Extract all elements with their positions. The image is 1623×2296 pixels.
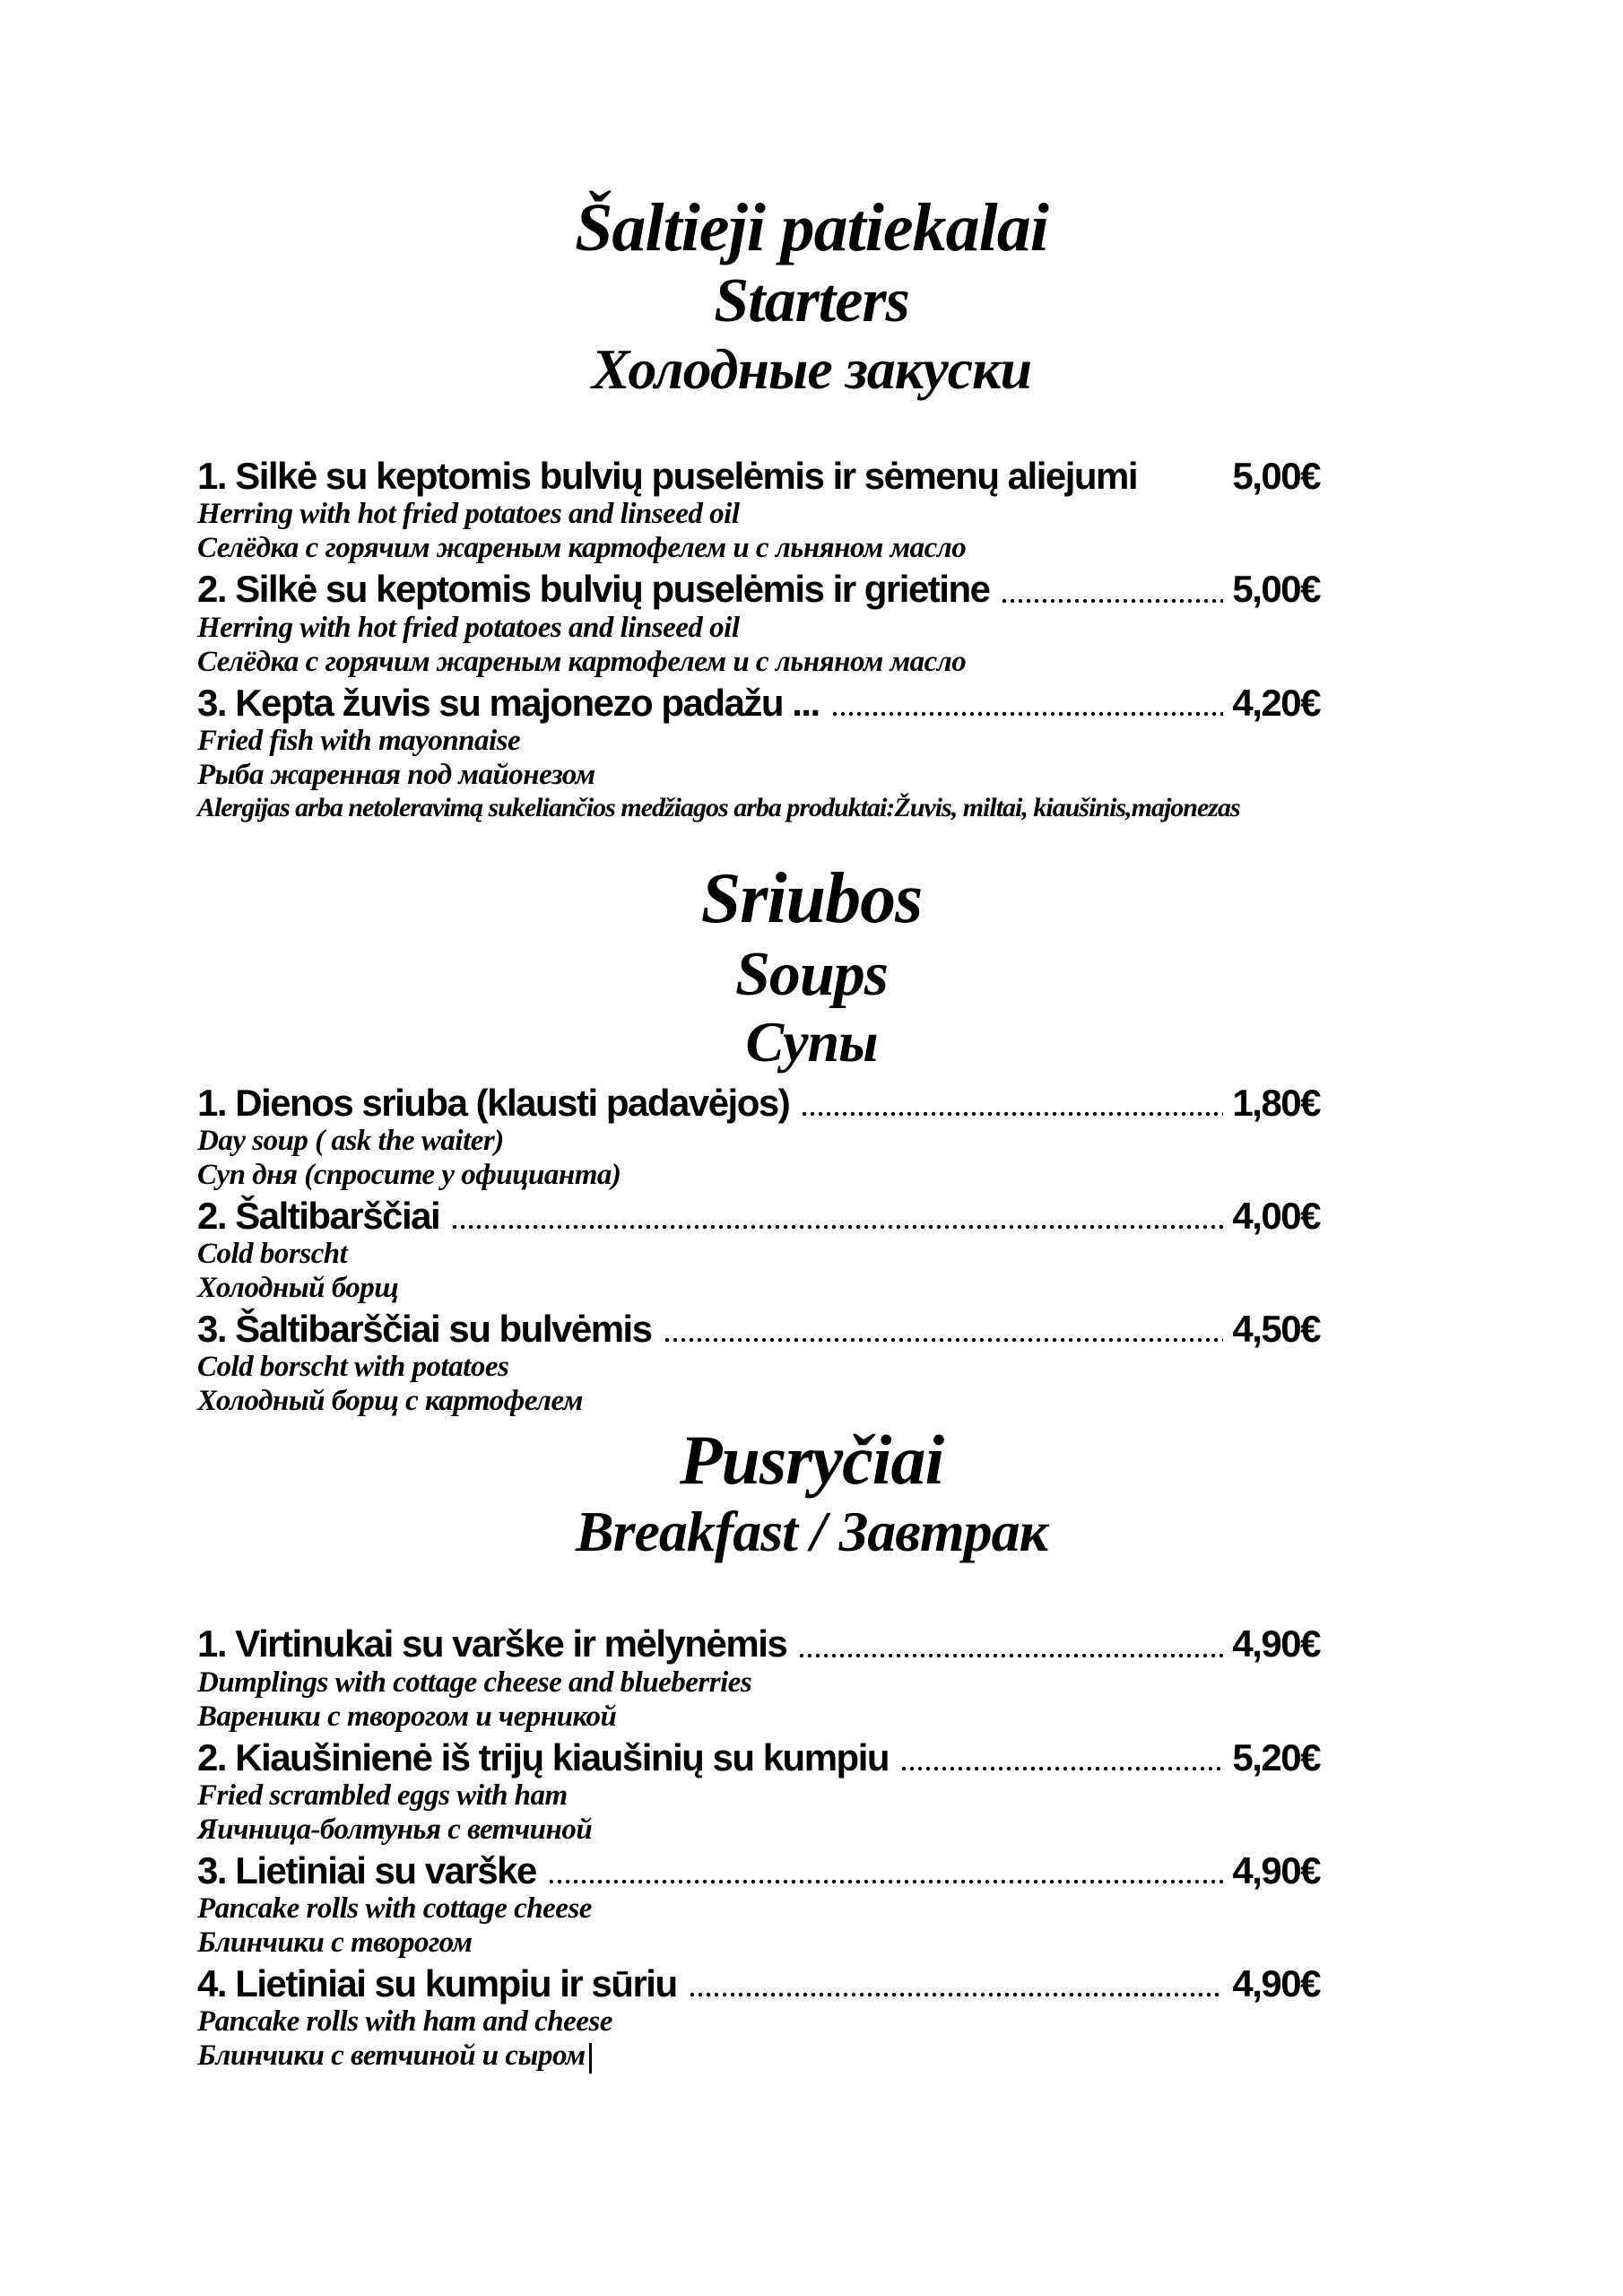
section-title-ru: Холодные закуски bbox=[591, 336, 1032, 401]
item-name: 3. Kepta žuvis su majonezo padažu ... bbox=[197, 681, 820, 724]
menu-item-row bbox=[197, 1736, 1320, 1779]
menu-item-row bbox=[197, 568, 1320, 611]
menu-item-row bbox=[197, 455, 1320, 498]
section-title-en: Starters bbox=[714, 266, 909, 336]
section-header-starters bbox=[197, 190, 1426, 401]
item-price: 4,00€ bbox=[1232, 1195, 1320, 1238]
item-price: 1,80€ bbox=[1232, 1081, 1320, 1124]
section-title-lt: Sriubos bbox=[700, 859, 923, 939]
item-description-ru: Селёдка с горячим жареным картофелем и с льняном масло bbox=[197, 645, 967, 678]
item-price: 4,90€ bbox=[1232, 1961, 1320, 2005]
section-title-ru: Супы bbox=[745, 1010, 878, 1074]
section-title-lt: Šaltieji patiekalai bbox=[575, 190, 1048, 265]
menu-item-row bbox=[197, 1308, 1320, 1351]
item-description-en: Fried fish with mayonnaise bbox=[197, 724, 521, 757]
menu-item bbox=[197, 455, 1426, 566]
item-description-ru: Селёдка с горячим жареным картофелем и с льняном масло bbox=[197, 532, 967, 565]
item-price: 4,50€ bbox=[1232, 1308, 1320, 1351]
item-description-en: Herring with hot fried potatoes and linseed oil bbox=[197, 498, 740, 531]
item-description-ru: Яичница-болтунья с ветчиной bbox=[197, 1813, 593, 1846]
item-name: 1. Silkė su keptomis bulvių puselėmis ir sėmenų aliejumi bbox=[197, 455, 1138, 498]
dot-leader bbox=[549, 1879, 1224, 1884]
dot-leader bbox=[901, 1766, 1223, 1771]
menu-item bbox=[197, 1962, 1426, 2074]
section-header-soups bbox=[197, 859, 1426, 1074]
item-description-ru bbox=[197, 2039, 1426, 2074]
dot-leader bbox=[802, 1111, 1223, 1117]
menu-item-row bbox=[197, 1195, 1320, 1238]
menu-item bbox=[197, 1849, 1426, 1961]
item-price: 5,00€ bbox=[1232, 455, 1320, 498]
menu-item-row bbox=[197, 1622, 1320, 1665]
item-name: 2. Silkė su keptomis bulvių puselėmis ir grietine bbox=[197, 568, 990, 611]
section-header-breakfast bbox=[197, 1421, 1426, 1563]
item-name: 4. Lietiniai su kumpiu ir sūriu bbox=[197, 1961, 677, 2005]
item-name: 3. Šaltibarščiai su bulvėmis bbox=[197, 1308, 652, 1351]
item-description-ru: Рыба жаренная под майонезом bbox=[197, 758, 595, 791]
item-description-ru: Блинчики с творогом bbox=[197, 1926, 473, 1959]
dot-leader bbox=[664, 1337, 1224, 1343]
item-price: 4,90€ bbox=[1232, 1622, 1320, 1665]
text-cursor bbox=[589, 2043, 592, 2074]
item-description-en: Cold borscht with potatoes bbox=[197, 1351, 509, 1384]
item-name: 1. Dienos sriuba (klausti padavėjos) bbox=[197, 1081, 790, 1124]
item-name: 3. Lietiniai su varške bbox=[197, 1848, 536, 1892]
allergen-note: Alergijas arba netoleravimą sukeliančios medžiagos arba produktai:Žuvis, miltai, kiaušinis,majonezas bbox=[197, 792, 1240, 822]
dot-leader bbox=[1002, 598, 1223, 604]
item-description-en: Fried scrambled eggs with ham bbox=[197, 1779, 568, 1812]
menu-item bbox=[197, 1622, 1426, 1734]
menu-item bbox=[197, 1082, 1426, 1193]
item-name: 2. Šaltibarščiai bbox=[197, 1195, 440, 1238]
item-name: 1. Virtinukai su varške ir mėlynėmis bbox=[197, 1622, 787, 1665]
item-description-en: Pancake rolls with cottage cheese bbox=[197, 1892, 592, 1926]
item-description-ru: Вареники с творогом и черникой bbox=[197, 1700, 617, 1733]
item-description-en: Herring with hot fried potatoes and linseed oil bbox=[197, 611, 740, 644]
menu-item-row bbox=[197, 1962, 1320, 2005]
section-title-en-ru: Breakfast / Завтрак bbox=[575, 1499, 1048, 1563]
menu-item-row bbox=[197, 1082, 1320, 1125]
dot-leader bbox=[832, 711, 1224, 717]
menu-item bbox=[197, 568, 1426, 679]
item-description-en: Cold borscht bbox=[197, 1238, 348, 1271]
item-description-ru: Холодный борщ с картофелем bbox=[197, 1385, 583, 1418]
menu-item-row bbox=[197, 1849, 1320, 1892]
dot-leader bbox=[1150, 484, 1223, 490]
item-price: 4,20€ bbox=[1232, 681, 1320, 724]
item-price: 5,00€ bbox=[1232, 568, 1320, 611]
item-description-en: Pancake rolls with ham and cheese bbox=[197, 2005, 612, 2039]
item-name: 2. Kiaušinienė iš trijų kiaušinių su kumpiu bbox=[197, 1735, 890, 1779]
menu-item-row bbox=[197, 682, 1320, 725]
item-description-en: Day soup ( ask the waiter) bbox=[197, 1125, 504, 1158]
dot-leader bbox=[799, 1653, 1223, 1658]
menu-item bbox=[197, 682, 1426, 824]
item-price: 5,20€ bbox=[1232, 1735, 1320, 1779]
item-description-ru: Холодный борщ bbox=[197, 1272, 399, 1305]
dot-leader bbox=[690, 1992, 1224, 1997]
section-title-lt: Pusryčiai bbox=[679, 1421, 944, 1500]
item-description-en: Dumplings with cottage cheese and blueberries bbox=[197, 1665, 752, 1699]
item-description-ru-text: Блинчики с ветчиной и сыром bbox=[197, 2039, 586, 2073]
menu-item bbox=[197, 1736, 1426, 1848]
item-price: 4,90€ bbox=[1232, 1848, 1320, 1892]
section-title-en: Soups bbox=[734, 939, 889, 1009]
menu-item bbox=[197, 1195, 1426, 1306]
item-description-ru: Суп дня (спросите у официанта) bbox=[197, 1159, 621, 1192]
menu-item bbox=[197, 1308, 1426, 1419]
dot-leader bbox=[452, 1224, 1223, 1230]
